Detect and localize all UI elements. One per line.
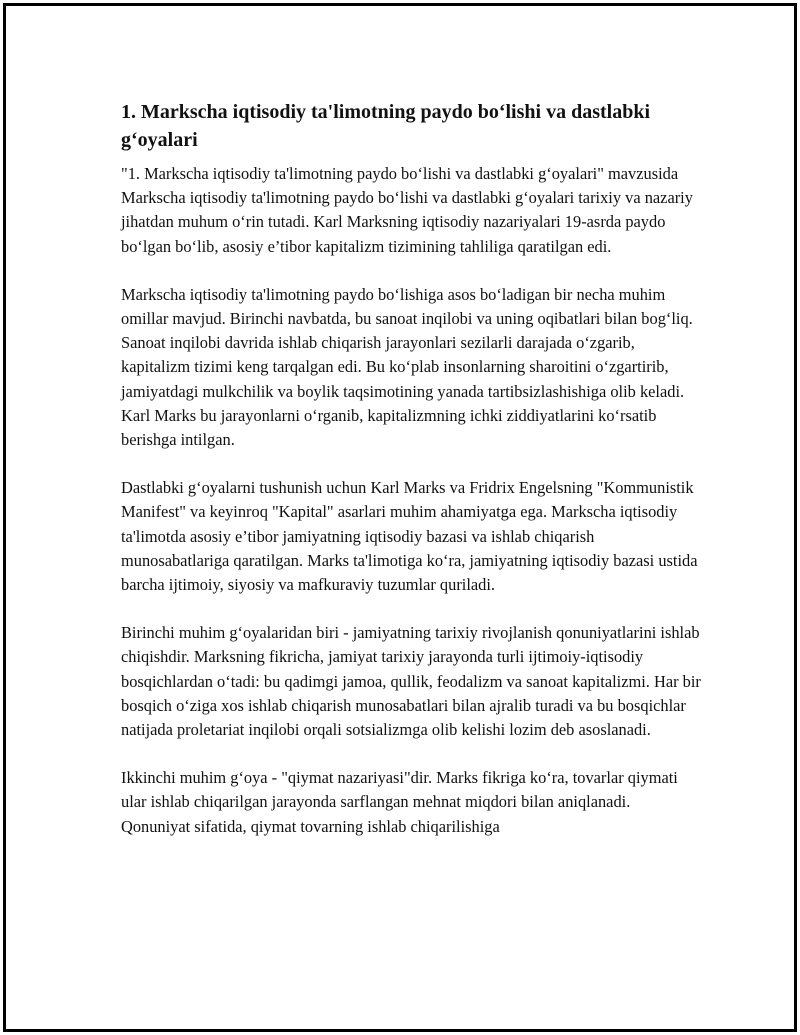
paragraph: Birinchi muhim g‘oyalaridan biri - jamiyatning tarixiy rivojlanish qonuniyatlarini ishlab chiqishdir. Marksning fikricha, jamiyat tarixiy jarayonda turli ijtimoiy-iqtisodiy bosqichlardan o‘tadi: bu qadimgi jamoa, qullik, feodalizm va sanoat kapitalizmi. Har bir bosqich o‘ziga xos ishlab chiqarish munosabatlari bilan ajralib turadi va bu bosqichlar natijada proletariat inqilobi orqali sotsializmga olib kelishi lozim deb asoslanadi. [121,623,701,740]
paragraph: Markscha iqtisodiy ta'limotning paydo bo‘lishiga asos bo‘ladigan bir necha muhim omillar mavjud. Birinchi navbatda, bu sanoat inqilobi va uning oqibatlari bilan bog‘liq. Sanoat inqilobi davrida ishlab chiqarish jarayonlari sezilarli darajada o‘zgarib, kapitalizm tizimi keng tarqalgan edi. Bu ko‘plab insonlarning sharoitini o‘zgartirib, jamiyatdagi mulkchilik va boylik taqsimotining yanada tartibsizlashishiga olib keladi. Karl Marks bu jarayonlarni o‘rganib, kapitalizmning ichki ziddiyatlarini ko‘rsatib berishga intilgan. [121,284,693,450]
page-frame [3,3,797,1032]
paragraph: Dastlabki g‘oyalarni tushunish uchun Karl Marks va Fridrix Engelsning "Kommunistik Manifest" va keyinroq "Kapital" asarlari muhim ahamiyatga ega. Markscha iqtisodiy ta'limotda asosiy e’tibor jamiyatning iqtisodiy bazasi va ishlab chiqarish munosabatlariga qaratilgan. Marks ta'limotiga ko‘ra, jamiyatning iqtisodiy bazasi ustida barcha ijtimoiy, siyosiy va mafkuraviy tuzumlar quriladi. [121,478,698,595]
paragraph: Ikkinchi muhim g‘oya - "qiymat nazariyasi"dir. Marks fikriga ko‘ra, tovarlar qiymati ular ishlab chiqarilgan jarayonda sarflangan mehnat miqdori bilan aniqlanadi. Qonuniyat sifatida, qiymat tovarning ishlab chiqarilishiga [121,768,678,836]
paragraph: "1. Markscha iqtisodiy ta'limotning paydo bo‘lishi va dastlabki g‘oyalari" mavzusida Markscha iqtisodiy ta'limotning paydo bo‘lishi va dastlabki g‘oyalari tarixiy va nazariy jihatdan muhum o‘rin tutadi. Karl Marksning iqtisodiy nazariyalari 19-asrda paydo bo‘lgan bo‘lib, asosiy e’tibor kapitalizm tizimining tahliliga qaratilgan edi. [121,164,693,256]
document-body [121,98,701,863]
document-title: 1. Markscha iqtisodiy ta'limotning paydo bo‘lishi va dastlabki g‘oyalari [121,101,651,151]
